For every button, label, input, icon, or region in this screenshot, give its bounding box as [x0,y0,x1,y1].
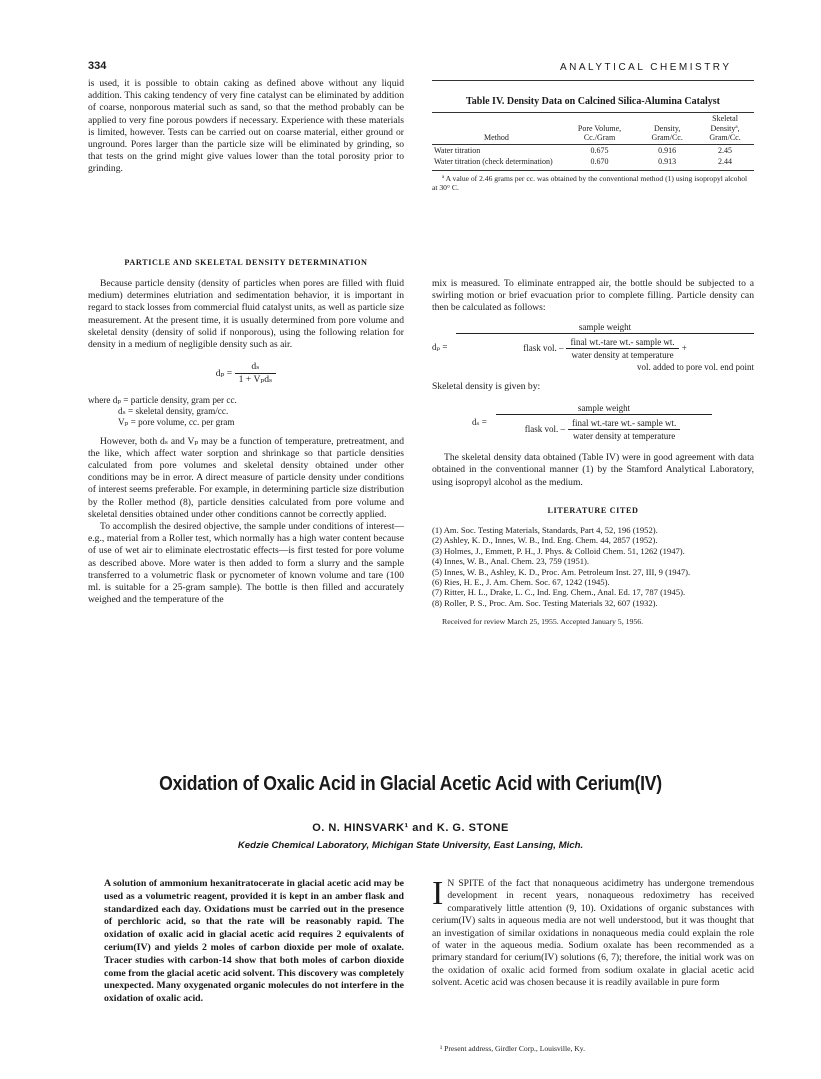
eq-lhs: dₚ = [215,368,233,380]
cell-density: 0.916 [658,145,677,155]
eq-inner-denominator: water density at temperature [571,350,674,361]
where-list [88,395,404,428]
cell-pore-volume: 0.670 [590,157,609,166]
article-authors: O. N. HINSVARK¹ and K. G. STONE [312,822,509,834]
table-caption: Table IV. Density Data on Calcined Silica-Alumina Catalyst [466,96,720,107]
density-table [432,113,754,168]
author-footnote: ¹ Present address, Girdler Corp., Louisville, Ky. [440,1044,585,1053]
eq-fraction [235,361,277,386]
eq-numerator: sample weight [496,402,712,415]
paragraph-text: is used, it is possible to obtain caking as defined above without any liquid addition. This caking tendency of very fine catalyst can be eliminated by addition of coarse, nonporous material such as sand, so that the method probably can be applied to very fine porous powders if necessary. Experience with these materials is limited, however. Tests can be carried out on coarse material, either ground or unground. Pores larger than the particle size will be eliminated by grinding, so that tests on the grind might give values lower than the total porosity prior to grinding. [88,78,404,175]
col-pore-volume: Pore Volume, Cc./Gram [577,123,622,142]
eq-lhs: dₚ = [432,341,448,352]
intro-text: N SPITE of the fact that nonaqueous acidimetry has undergone tremendous development in recent years, nonaqueous redoximetry has received comparatively little attention (9, 10). Oxidations of organic substances with cerium(IV) salts in aqueous media are not well understood, but it was thought that an investigation of similar oxidations in nonaqueous media could explain the role of water in the aqueous media. Sodium oxalate has been recommended as a primary standard for cerium(IV) solutions (6, 7); therefore, the initial work was on the oxidation of oxalic acid formed from sodium oxalate in glacial acetic acid solvent. Acetic acid was chosen because it is readily available in pure form [432,878,754,989]
eq-inner-denominator: water density at temperature [573,431,676,442]
table-row [432,145,754,157]
eq-tail: vol. added to pore vol. end point [637,362,754,373]
left-top-paragraph [88,78,404,176]
cell-method: Water titration (check determination) [434,157,553,166]
where-item: dₛ = skeletal density, gram/cc. [118,405,229,416]
reference-item: (3) Holmes, J., Emmett, P. H., J. Phys. & Colloid Chem. 51, 1262 (1947). [432,545,685,556]
table-row [432,156,754,168]
eq-inner-numerator: final wt.-tare wt.- sample wt. [566,336,678,349]
received-note: Received for review March 25, 1955. Accepted January 5, 1956. [442,617,644,627]
paragraph-text: To accomplish the desired objective, the sample under conditions of interest—e.g., material from a Roller test, which normally has a high water content because of use of wet air to eliminate electrostatic effects—is first tested for pore volume as described above. More water is then added to form a slurry and the sample transferred to a volumetric flask or pycnometer of known volume and tare (100 ml. is suitable for a 25-gram sample). The bottle is then filled and accurately weighed and the temperature of the [88,521,404,606]
cell-method: Water titration [434,145,481,155]
right-column [432,278,754,629]
paragraph-text: mix is measured. To eliminate entrapped air, the bottle should be subjected to a swirling motion or brief evacuation prior to complete filling. Particle density can then be calculated as follows: [432,278,754,314]
equation-particle-density-flask [432,321,754,374]
article-abstract: A solution of ammonium hexanitratocerate in glacial acetic acid may be used as a volumetric reagent, provided it is kept in an amber flask and standardized each day. Oxidations must be carried out in the presence of perchloric acid, so that the rate will be reasonably rapid. The oxidation of oxalic acid in glacial acetic acid requires 2 equivalents of cerium(IV) and yields 2 moles of carbon dioxide per mole of oxalate. Tracer studies with carbon-14 show that both moles of carbon dioxide come from the glacial acetic acid solvent. This discovery was completely unexpected. Many oxygenated organic molecules do not interfere in the oxidation of oxalic acid. [104,878,404,1005]
reference-item: (2) Ashley, K. D., Innes, W. B., Ind. Eng. Chem. 44, 2857 (1952). [432,535,658,546]
col-method: Method [483,133,509,142]
cell-skeletal: 2.45 [718,145,733,155]
col-density: Density, Gram/Cc. [651,123,683,142]
eq-inner-numerator: final wt.-tare wt.- sample wt. [568,417,680,430]
eq-numerator: sample weight [456,321,754,334]
reference-item: (5) Innes, W. B., Ashley, K. D., Proc. Am. Petroleum Inst. 27, III, 9 (1947). [432,566,691,577]
table-bottom-rule [432,170,754,171]
eq-numerator: dₛ [235,361,277,374]
table-iv [432,80,754,192]
eq-plus: + [681,343,687,354]
cell-skeletal: 2.44 [718,157,733,166]
left-column [88,278,404,606]
reference-item: (4) Innes, W. B., Anal. Chem. 23, 759 (1951). [432,556,590,567]
article-title: Oxidation of Oxalic Acid in Glacial Acetic Acid with Cerium(IV) [159,773,662,795]
cell-density: 0.913 [658,157,677,166]
equation-skeletal-density [432,402,754,443]
paragraph-text: The skeletal density data obtained (Table IV) were in good agreement with data obtained in the conventional manner (1) by the Stamford Analytical Laboratory, using isopropyl alcohol as the medium. [432,452,754,488]
article-affiliation: Kedzie Chemical Laboratory, Michigan State University, East Lansing, Mich. [237,840,584,851]
col-skeletal-density: Skeletal Densityª, Gram/Cc. [709,114,741,142]
drop-cap: I [432,875,444,912]
table-header-row [432,113,754,144]
eq-lhs: dₛ = [472,416,487,427]
reference-list [432,525,754,608]
table-footnote: ª A value of 2.46 grams per cc. was obtained by the conventional method (1) using isopropyl alcohol at 30° C. [432,173,748,192]
paragraph-text: However, both dₛ and Vₚ may be a function of temperature, pretreatment, and the like, which affect water sorption and shrinkage so that particle densities calculated from pore volumes and skeletal density obtained under other conditions may be in error. A direct measure of particle density under conditions of interest seems preferable. For example, in determining particle size distribution by the Roller method (8), particle densities calculated from pore volume and skeletal densities obtained under other conditions cannot be correctly applied. [88,435,404,520]
paragraph-text: Skeletal density is given by: [432,381,541,393]
eq-inner-fraction [566,336,678,361]
journal-name: ANALYTICAL CHEMISTRY [560,62,732,73]
article-introduction [432,875,754,990]
eq-denominator: 1 + Vₚdₛ [238,374,273,386]
reference-item: (8) Roller, P. S., Proc. Am. Soc. Testing Materials 32, 607 (1932). [432,597,658,608]
paragraph-text: Because particle density (density of particles when pores are filled with fluid medium) determines elutriation and sedimentation behavior, it is important in regard to stack losses from commercial fluid catalyst units, as well as particle size measurement. At the present time, it is usually determined from pore volume and skeletal density (density of solid if nonporous), using the following relation for density in a medium of negligible density such as air. [88,278,404,351]
reference-item: (1) Am. Soc. Testing Materials, Standards, Part 4, 52, 196 (1952). [432,525,658,536]
reference-item: (6) Ries, H. E., J. Am. Chem. Soc. 67, 1242 (1945). [432,577,610,588]
table-top-rule [432,80,754,81]
page-number: 334 [88,60,107,72]
reference-item: (7) Ritter, H. L., Drake, L. C., Ind. Eng. Chem., Anal. Ed. 17, 787 (1945). [432,587,686,598]
literature-heading: LITERATURE CITED [547,505,639,515]
cell-pore-volume: 0.675 [590,145,609,155]
section-heading: PARTICLE AND SKELETAL DENSITY DETERMINATION [124,258,368,267]
equation-particle-density [88,361,404,386]
eq-flask: flask vol. – [524,424,566,435]
eq-inner-fraction [568,417,680,442]
eq-flask: flask vol. – [523,343,564,354]
where-item: where dₚ = particle density, gram per cc. [88,394,237,405]
where-item: Vₚ = pore volume, cc. per gram [118,416,235,427]
